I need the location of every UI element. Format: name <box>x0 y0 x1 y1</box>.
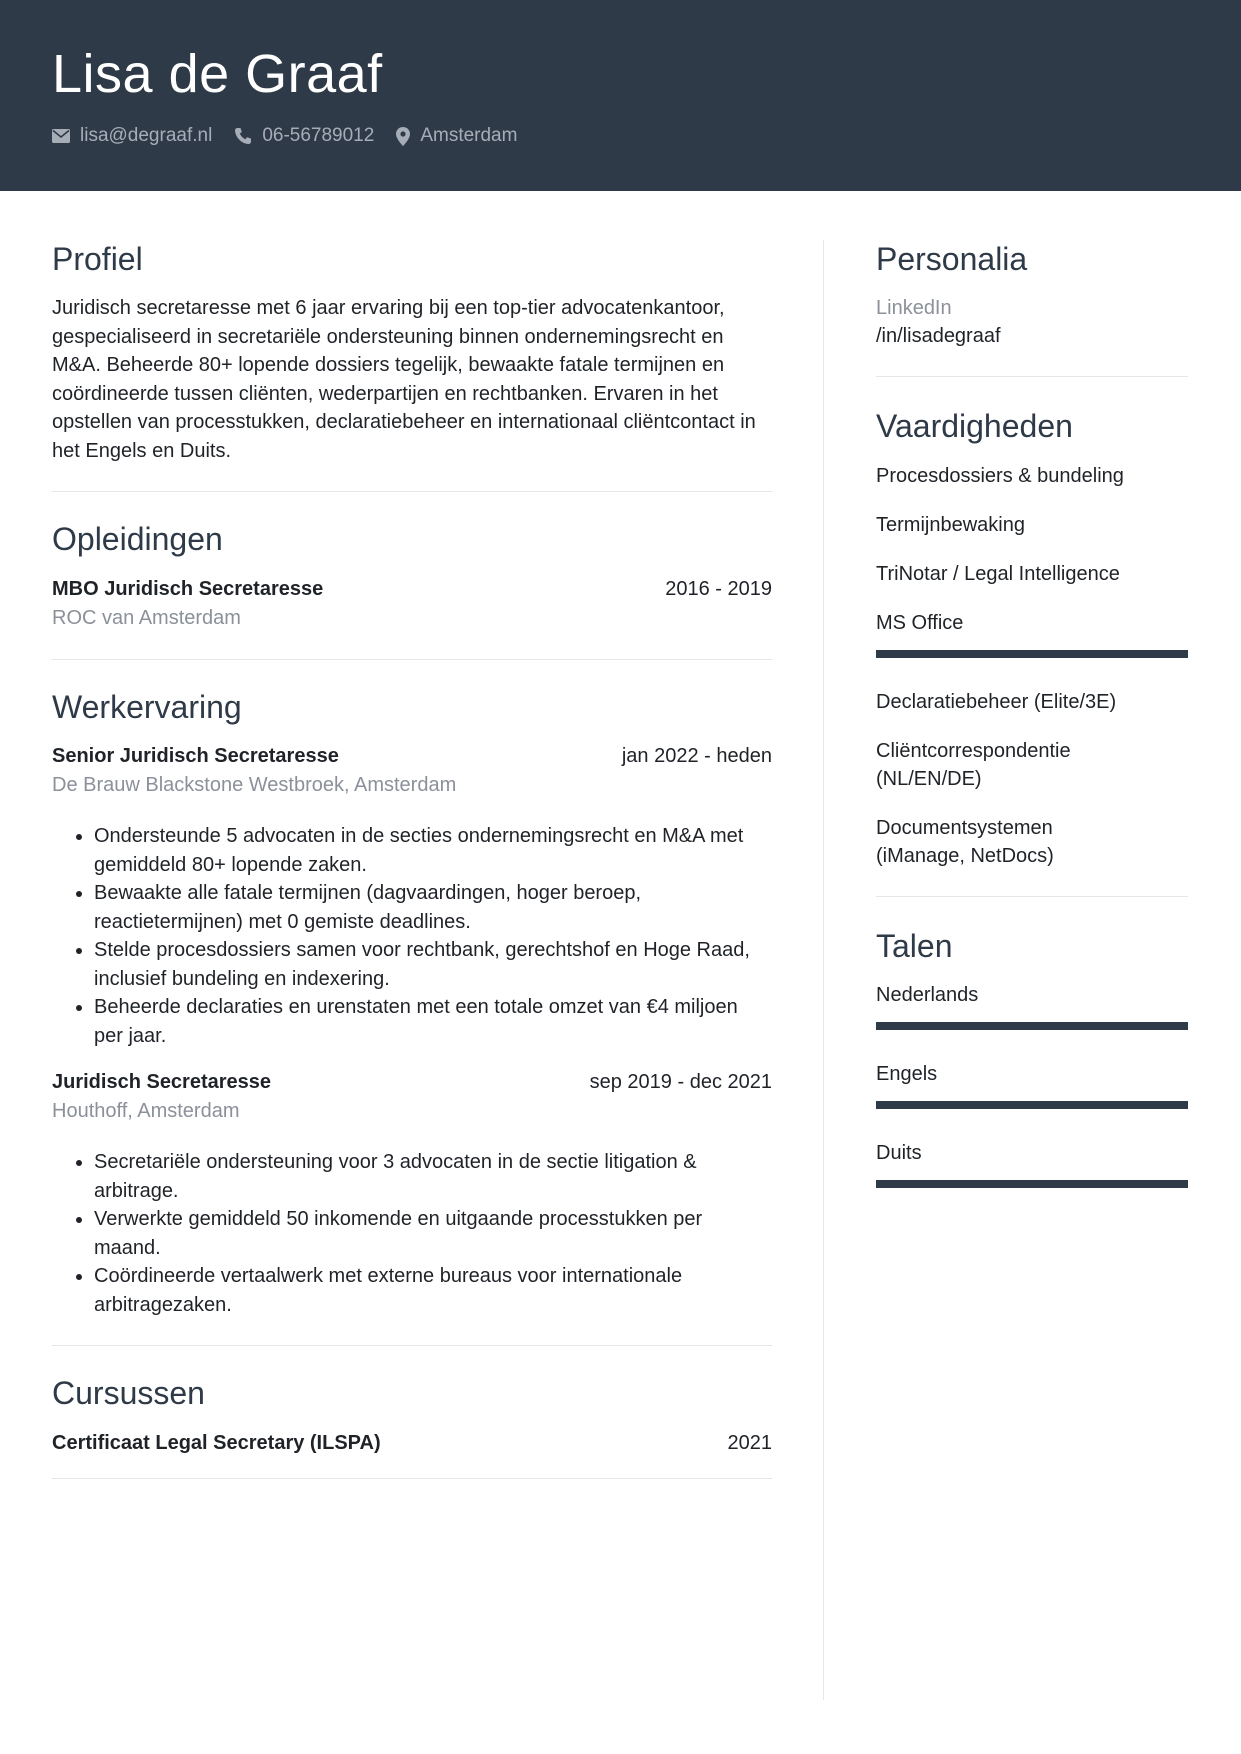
profile-section <box>52 240 772 492</box>
language-level-bar <box>876 1180 1188 1188</box>
language-level-bar <box>876 1022 1188 1030</box>
phone-text: 06-56789012 <box>262 125 375 146</box>
job-company: Houthoff, Amsterdam <box>52 1100 240 1123</box>
contact-row <box>52 122 539 150</box>
section-title: Talen <box>876 927 953 964</box>
education-dates: 2016 - 2019 <box>665 577 772 600</box>
job-header <box>52 742 772 771</box>
skill-item: Procesdossiers & bundeling <box>876 464 1124 487</box>
contact-location <box>396 125 517 147</box>
email-text: lisa@degraaf.nl <box>80 125 213 146</box>
location-pin-icon <box>396 127 410 146</box>
person-name: Lisa de Graaf <box>52 44 383 104</box>
sidebar <box>876 240 1188 1188</box>
contact-email[interactable] <box>52 125 212 147</box>
skill-item: MS Office <box>876 611 964 634</box>
section-title: Personalia <box>876 241 1028 277</box>
job-entry <box>52 1068 772 1319</box>
course-entry <box>52 1429 772 1458</box>
skill-item: Cliëntcorrespondentie (NL/EN/DE) <box>876 739 1071 790</box>
skill-item: Declaratiebeheer (Elite/3E) <box>876 690 1117 713</box>
language-name: Engels <box>876 1063 938 1086</box>
list-item: • Bewaakte alle fatale termijnen (dagvaardingen, hoger beroep, reactietermijnen) met 0 gemiste deadlines. <box>94 879 772 936</box>
skill-divider-bar <box>876 650 1188 658</box>
section-title: Opleidingen <box>52 521 223 558</box>
section-title: Cursussen <box>52 1375 205 1412</box>
course-year: 2021 <box>727 1431 772 1454</box>
header <box>0 0 1241 191</box>
skill-item: Documentsystemen (iManage, NetDocs) <box>876 816 1054 867</box>
job-company: De Brauw Blackstone Westbroek, Amsterdam <box>52 774 457 797</box>
section-title: Werkervaring <box>52 688 242 725</box>
job-dates: jan 2022 - heden <box>621 745 772 768</box>
job-role: Juridisch Secretaresse <box>52 1071 272 1094</box>
phone-icon <box>234 127 252 145</box>
languages-section <box>876 897 1188 1188</box>
education-entry <box>52 575 772 604</box>
job-bullets <box>52 1148 772 1319</box>
list-item: • Beheerde declaraties en urenstaten met een totale omzet van €4 miljoen per jaar. <box>94 993 772 1050</box>
language-name: Nederlands <box>876 984 979 1007</box>
job-entry <box>52 742 772 1050</box>
degree-title: MBO Juridisch Secretaresse <box>52 577 324 600</box>
section-title: Vaardigheden <box>876 408 1073 445</box>
courses-section <box>52 1346 772 1478</box>
job-dates: sep 2019 - dec 2021 <box>589 1071 772 1094</box>
language-level-bar <box>876 1101 1188 1109</box>
column-divider <box>823 240 824 1700</box>
job-bullets <box>52 822 772 1050</box>
school-name: ROC van Amsterdam <box>52 606 241 629</box>
language-name: Duits <box>876 1142 922 1165</box>
location-text: Amsterdam <box>420 125 518 146</box>
main-column <box>52 240 772 1479</box>
list-item: • Ondersteunde 5 advocaten in de secties ondernemingsrecht en M&A met gemiddeld 80+ lopende zaken. <box>94 822 772 879</box>
job-header <box>52 1068 772 1097</box>
profile-text: Juridisch secretaresse met 6 jaar ervaring bij een top-tier advocatenkantoor, gespecialiseerd in secretariële ondersteuning binnen ondernemingsrecht en M&A. Beheerde 80+ lopende dossiers tegelijk, bewaakte fatale termijnen en coördineerde tussen cliënten, wederpartijen en rechtbanken. Ervaren in het opstellen van processtukken, declaratiebeheer en internationaal cliëntcontact in het Engels en Duits. <box>52 297 756 462</box>
course-name: Certificaat Legal Secretary (ILSPA) <box>52 1431 381 1454</box>
section-title: Profiel <box>52 241 143 277</box>
list-item: • Secretariële ondersteuning voor 3 advocaten in de sectie litigation & arbitrage. <box>94 1148 772 1205</box>
list-item: • Coördineerde vertaalwerk met externe bureaus voor internationale arbitragezaken. <box>94 1262 772 1319</box>
linkedin-label: LinkedIn <box>876 297 952 320</box>
skills-section <box>876 377 1188 896</box>
job-role: Senior Juridisch Secretaresse <box>52 745 339 768</box>
experience-section <box>52 660 772 1346</box>
education-section <box>52 492 772 659</box>
linkedin-link[interactable]: /in/lisadegraaf <box>876 325 1001 348</box>
skill-item: Termijnbewaking <box>876 513 1025 536</box>
list-item: • Verwerkte gemiddeld 50 inkomende en uitgaande processtukken per maand. <box>94 1205 772 1262</box>
skill-item: TriNotar / Legal Intelligence <box>876 562 1120 585</box>
contact-phone[interactable] <box>234 125 374 147</box>
list-item: • Stelde procesdossiers samen voor rechtbank, gerechtshof en Hoge Raad, inclusief bundeling en indexering. <box>94 936 772 993</box>
envelope-icon <box>52 129 70 143</box>
personal-section <box>876 240 1188 377</box>
